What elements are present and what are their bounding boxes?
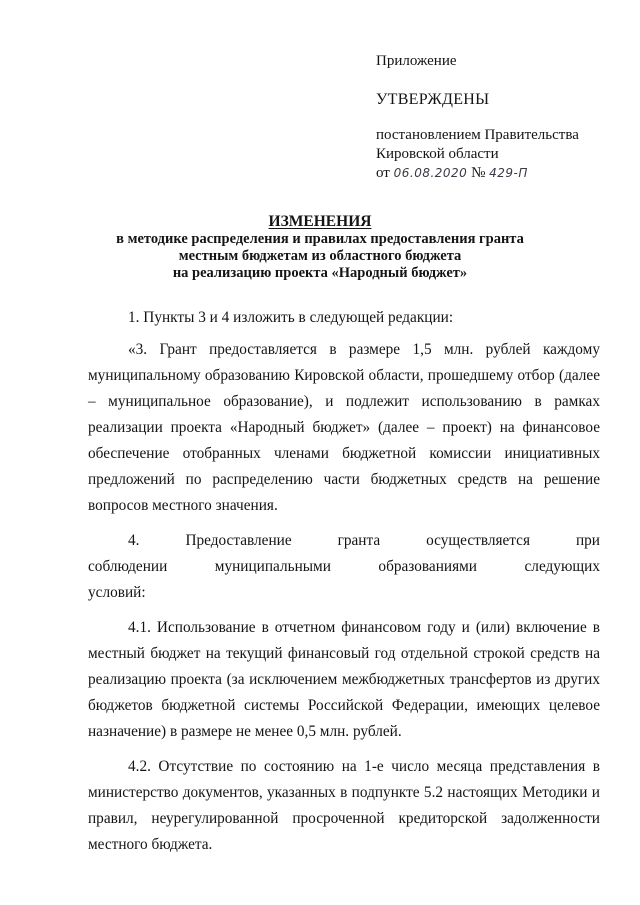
paragraph-point-4-2: 4.2. Отсутствие по состоянию на 1-е число месяца представления в министерство документов, указанных в подпункте 5.2 настоящих Методики и правил, неурегулированной просроченной кредиторской задолженности местного бюджета. <box>88 758 600 853</box>
title-main: ИЗМЕНЕНИЯ <box>268 213 372 230</box>
handwritten-date: 06.08.2020 <box>393 166 468 180</box>
document-title <box>80 213 560 282</box>
approval-stamp-block <box>376 52 626 183</box>
number-sign: № <box>471 165 486 181</box>
decree-line-2: Кировской области <box>376 146 499 162</box>
paragraph-point-4: 4. Предоставление гранта осуществляется при соблюдении муниципальными образованиями следующих условий: <box>88 532 600 601</box>
handwritten-number: 429-П <box>489 166 528 180</box>
title-line-1: в методике распределения и правилах предоставления гранта <box>116 231 524 247</box>
document-body <box>88 305 600 867</box>
from-prefix: от <box>376 165 390 181</box>
title-line-3: на реализацию проекта «Народный бюджет» <box>172 265 468 281</box>
paragraph-1: 1. Пункты 3 и 4 изложить в следующей редакции: <box>128 309 454 326</box>
decree-line-1: постановлением Правительства <box>376 127 579 143</box>
appendix-label: Приложение <box>376 53 457 69</box>
decree-date-number-line <box>376 164 626 183</box>
paragraph-point-3: «3. Грант предоставляется в размере 1,5 млн. рублей каждому муниципальному образованию Кировской области, прошедшему отбор (далее – муниципальное образование), и подлежит использованию в рамках реализации проекта «Народный бюджет» (далее – проект) на финансовое обеспечение отобранных членами бюджетной комиссии инициативных предложений по распределению части бюджетных средств на решение вопросов местного значения. <box>88 341 600 514</box>
approved-label: УТВЕРЖДЕНЫ <box>376 91 490 108</box>
title-line-2: местным бюджетам из областного бюджета <box>178 248 462 264</box>
paragraph-point-4-1: 4.1. Использование в отчетном финансовом году и (или) включение в местный бюджет на текущий финансовый год отдельной строкой средств на реализацию проекта (за исключением межбюджетных трансфертов из других бюджетов бюджетной системы Российской Федерации, имеющих целевое назначение) в размере не менее 0,5 млн. рублей. <box>88 619 600 740</box>
